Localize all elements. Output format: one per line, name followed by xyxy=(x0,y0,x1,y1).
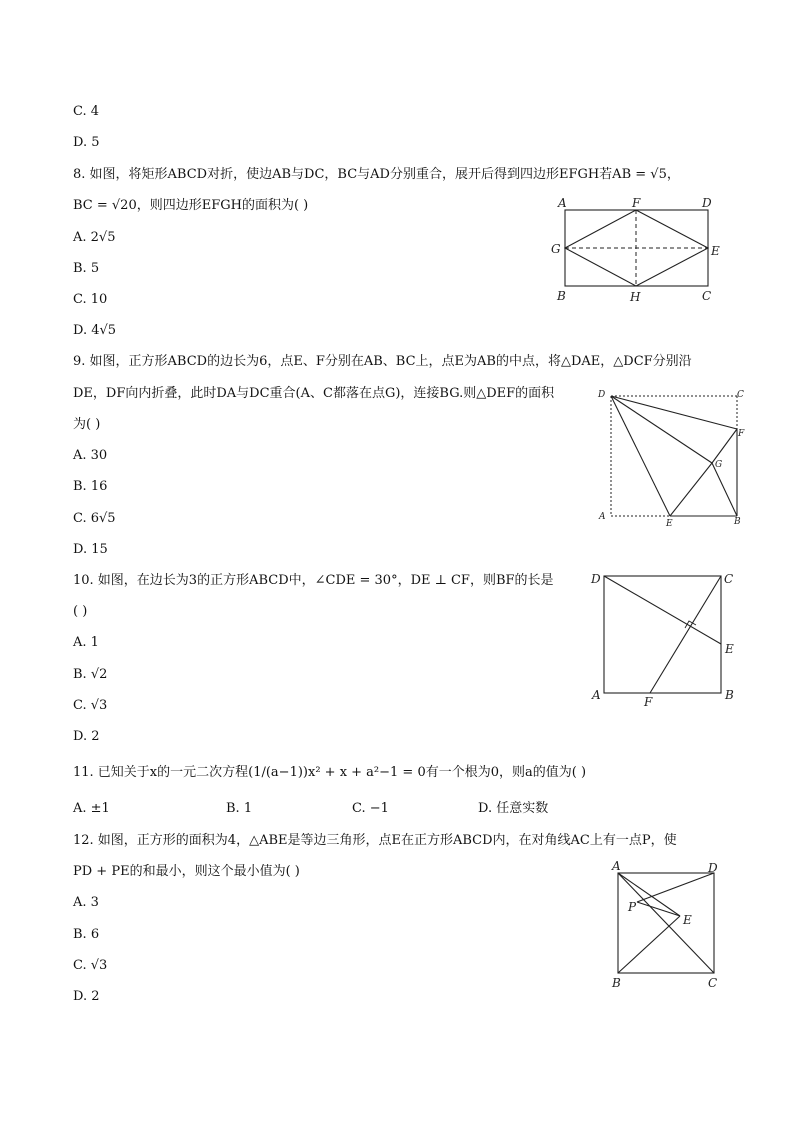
q10-figure-square xyxy=(588,566,748,715)
q10-option-d: D. 2 xyxy=(73,729,100,744)
q10-label-d: D xyxy=(591,572,601,586)
q8-label-b: B xyxy=(557,289,566,303)
q8-option-b: B. 5 xyxy=(73,261,100,276)
q8-label-f: F xyxy=(632,196,641,210)
q12-option-d: D. 2 xyxy=(73,989,100,1004)
q9-label-e: E xyxy=(666,519,673,529)
q10-stem-line-2: ( ) xyxy=(73,604,88,619)
q12-label-e: E xyxy=(683,913,692,927)
q10-label-c: C xyxy=(724,572,734,586)
q8-option-c: C. 10 xyxy=(73,292,108,307)
q12-label-b: B xyxy=(612,976,621,990)
q7-option-d: D. 5 xyxy=(73,135,100,150)
q9-label-c: C xyxy=(737,390,744,400)
q12-stem-line-1: 12. 如图，正方形的面积为4，△ABE是等边三角形，点E在正方形ABCD内，在对角线AC上有一点P，使 xyxy=(73,833,677,848)
q9-figure-folded-square xyxy=(594,385,754,534)
q8-label-d: D xyxy=(702,196,712,210)
q8-label-a: A xyxy=(558,196,567,210)
q10-stem-line-1: 10. 如图，在边长为3的正方形ABCD中，∠CDE = 30°，DE ⊥ CF，则BF的长是 xyxy=(73,573,554,588)
q8-stem-line-1: 8. 如图，将矩形ABCD对折，使边AB与DC，BC与AD分别重合，展开后得到四边形EFGH若AB = √5， xyxy=(73,167,680,182)
q11-stem: 11. 已知关于x的一元二次方程(1/(a−1))x² + x + a²−1 = 0有一个根为0，则a的值为( ) xyxy=(73,765,587,780)
q9-label-b: B xyxy=(734,517,741,527)
q11-option-c: C. −1 xyxy=(352,801,389,816)
q11-option-d: D. 任意实数 xyxy=(478,801,549,816)
q12-label-d: D xyxy=(708,861,718,875)
q12-option-a: A. 3 xyxy=(73,895,99,910)
q8-option-d: D. 4√5 xyxy=(73,323,117,338)
q10-option-b: B. √2 xyxy=(73,667,108,682)
q9-label-g: G xyxy=(715,460,723,470)
q10-option-c: C. √3 xyxy=(73,698,108,713)
q10-option-a: A. 1 xyxy=(73,635,99,650)
q12-figure-square-triangle xyxy=(604,856,734,1000)
q9-label-f: F xyxy=(738,429,745,439)
q8-label-g: G xyxy=(551,242,561,256)
q12-label-p: P xyxy=(628,900,637,914)
q12-option-b: B. 6 xyxy=(73,927,100,942)
q8-label-c: C xyxy=(702,289,712,303)
q12-label-c: C xyxy=(708,976,718,990)
q8-figure-rectangle-efgh xyxy=(546,192,726,311)
q11-option-b: B. 1 xyxy=(226,801,253,816)
q9-stem-line-1: 9. 如图，正方形ABCD的边长为6，点E、F分别在AB、BC上，点E为AB的中点，将△DAE，△DCF分别沿 xyxy=(73,354,692,369)
q7-option-c: C. 4 xyxy=(73,104,100,119)
q11-option-a: A. ±1 xyxy=(73,801,110,816)
q8-label-e: E xyxy=(711,244,720,258)
q9-stem-line-2: DE，DF向内折叠，此时DA与DC重合(A、C都落在点G)，连接BG.则△DEF的面积 xyxy=(73,386,555,401)
q8-label-h: H xyxy=(630,290,641,304)
q9-option-d: D. 15 xyxy=(73,542,108,557)
q9-option-a: A. 30 xyxy=(73,448,108,463)
q9-label-d: D xyxy=(598,390,606,400)
q12-label-a: A xyxy=(612,859,621,873)
q8-stem-line-2: BC = √20，则四边形EFGH的面积为( ) xyxy=(73,198,309,213)
q10-label-b: B xyxy=(725,688,734,702)
q9-option-c: C. 6√5 xyxy=(73,511,116,526)
q9-stem-line-3: 为( ) xyxy=(73,417,101,432)
q12-stem-line-2: PD + PE的和最小，则这个最小值为( ) xyxy=(73,864,300,879)
q10-label-a: A xyxy=(592,688,601,702)
q8-option-a: A. 2√5 xyxy=(73,230,116,245)
q12-option-c: C. √3 xyxy=(73,958,108,973)
q10-label-e: E xyxy=(725,642,734,656)
q9-label-a: A xyxy=(599,512,606,522)
q10-label-f: F xyxy=(644,695,653,709)
q9-option-b: B. 16 xyxy=(73,479,108,494)
